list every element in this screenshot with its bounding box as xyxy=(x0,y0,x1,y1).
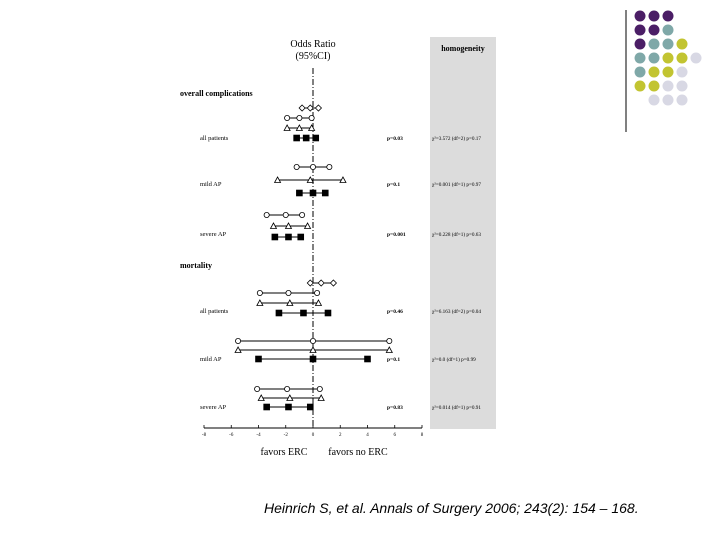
homogeneity-stat: χ²=0.228 (df=1) p=0.63 xyxy=(432,232,481,238)
point-square xyxy=(285,404,292,411)
point-square xyxy=(312,135,319,142)
point-circle xyxy=(235,338,240,343)
group-label: mild AP xyxy=(200,181,222,188)
point-circle xyxy=(310,338,315,343)
point-circle xyxy=(327,164,332,169)
x-tick-label: -4 xyxy=(256,433,261,438)
point-square xyxy=(276,310,283,317)
point-circle xyxy=(317,386,322,391)
point-circle xyxy=(255,386,260,391)
point-diamond xyxy=(307,280,313,286)
homogeneity-stat: χ²=0.0 (df=1) p=0.99 xyxy=(432,357,476,363)
p-value: p=0.46 xyxy=(387,309,403,315)
point-square xyxy=(325,310,332,317)
point-square xyxy=(307,404,314,411)
section-title: mortality xyxy=(180,261,212,270)
point-square xyxy=(272,234,279,241)
group-label: all patients xyxy=(200,308,229,315)
homogeneity-stat: χ²=0.001 (df=1) p=0.97 xyxy=(432,182,481,188)
x-tick-label: 2 xyxy=(339,433,342,438)
point-circle xyxy=(285,386,290,391)
citation: Heinrich S, et al. Annals of Surgery 2006; 243(2): 154 – 168. xyxy=(264,500,639,516)
p-value: p=0.03 xyxy=(387,136,403,142)
x-tick-label: -6 xyxy=(229,433,234,438)
p-value: p=0.1 xyxy=(387,357,401,363)
point-square xyxy=(255,356,262,363)
point-square xyxy=(300,310,307,317)
point-diamond xyxy=(315,105,321,111)
group-label: severe AP xyxy=(200,231,227,238)
point-circle xyxy=(285,115,290,120)
point-diamond xyxy=(307,105,313,111)
p-value: p=0.1 xyxy=(387,182,401,188)
point-square xyxy=(285,234,292,241)
group-label: mild AP xyxy=(200,356,222,363)
x-tick-label: 0 xyxy=(311,433,315,438)
point-circle xyxy=(387,338,392,343)
point-circle xyxy=(310,164,315,169)
point-circle xyxy=(286,290,291,295)
p-value: p=0.001 xyxy=(387,232,406,238)
x-tick-label: 4 xyxy=(366,433,369,438)
point-circle xyxy=(300,212,305,217)
point-square xyxy=(303,135,310,142)
favors-erc-label: favors ERC xyxy=(260,447,308,458)
x-tick-label: -8 xyxy=(201,433,207,438)
point-square xyxy=(296,190,303,197)
point-circle xyxy=(294,164,299,169)
point-square xyxy=(364,356,371,363)
p-value: p=0.83 xyxy=(387,405,403,411)
point-circle xyxy=(314,290,319,295)
point-circle xyxy=(257,290,262,295)
point-square xyxy=(310,190,317,197)
header-odds-ratio: Odds Ratio xyxy=(290,39,336,50)
point-circle xyxy=(264,212,269,217)
point-diamond xyxy=(330,280,336,286)
group-label: severe AP xyxy=(200,404,227,411)
homogeneity-stat: χ²=6.163 (df=2) p=0.04 xyxy=(432,309,481,315)
section-title: overall complications xyxy=(180,89,253,98)
x-tick-label: -2 xyxy=(283,433,288,438)
point-circle xyxy=(283,212,288,217)
point-square xyxy=(310,356,317,363)
homogeneity-stat: χ²=0.014 (df=1) p=0.91 xyxy=(432,405,481,411)
x-tick-label: 6 xyxy=(393,433,396,438)
point-square xyxy=(322,190,329,197)
point-square xyxy=(293,135,300,142)
point-square xyxy=(297,234,304,241)
group-label: all patients xyxy=(200,135,229,142)
point-square xyxy=(263,404,270,411)
x-tick-label: 8 xyxy=(420,433,424,438)
point-diamond xyxy=(318,280,324,286)
homogeneity-stat: χ²=3.572 (df=2) p=0.17 xyxy=(432,136,481,142)
favors-no-erc-label: favors no ERC xyxy=(328,447,388,458)
header-ci: (95%CI) xyxy=(295,51,331,62)
point-circle xyxy=(297,115,302,120)
point-circle xyxy=(309,115,314,120)
point-diamond xyxy=(299,105,305,111)
homogeneity-title: homogeneity xyxy=(441,44,485,53)
